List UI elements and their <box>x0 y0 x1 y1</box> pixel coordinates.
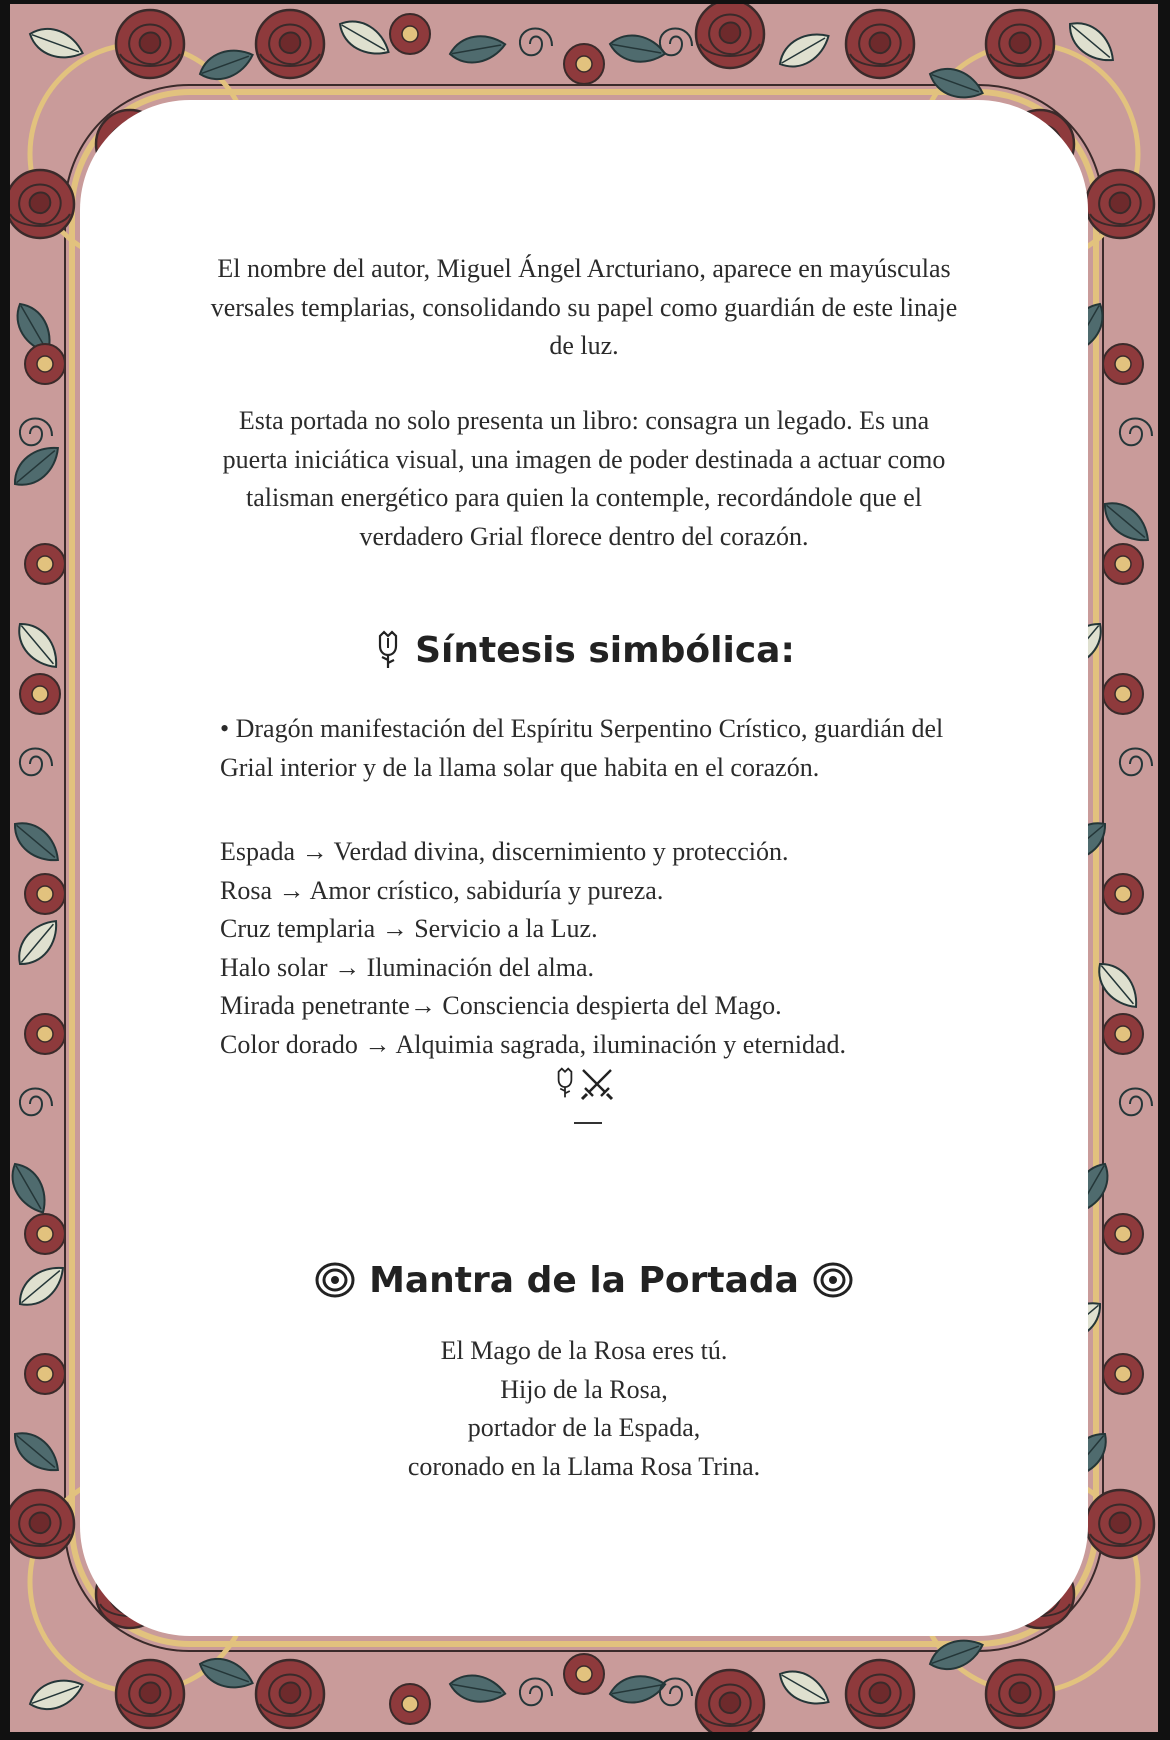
crossed-swords-icon <box>579 1066 615 1102</box>
author-paragraph: El nombre del autor, Miguel Ángel Arcturiano, aparece en mayúsculas versales templarias, consolidando su papel como guardián de este linaje de luz. <box>210 254 958 360</box>
list-item: Color dorado → Alquimia sagrada, iluminación y eternidad. <box>220 1029 847 1059</box>
mantra-line: portador de la Espada, <box>467 1413 701 1442</box>
list-item: Cruz templaria → Servicio a la Luz. <box>220 914 598 943</box>
mantra-line: coronado en la Llama Rosa Trina. <box>407 1451 761 1481</box>
list-item: Mirada penetrante→ Consciencia despierta del Mago. <box>220 991 782 1020</box>
sintesis-heading <box>80 620 1088 680</box>
dragon-bullet: • Dragón manifestación del Espíritu Serpentino Crístico, guardián del Grial interior y de la llama solar que habita en el corazón. <box>220 714 944 782</box>
mantra-line: El Mago de la Rosa eres tú. <box>440 1336 728 1365</box>
sintesis-title: Síntesis simbólica: <box>415 629 795 671</box>
rose-icon <box>553 1066 577 1102</box>
spiral-icon <box>811 1258 855 1302</box>
list-item: Halo solar → Iluminación del alma. <box>220 952 595 982</box>
divider-icons <box>80 1066 1088 1102</box>
divider-line <box>574 1122 602 1124</box>
list-item: Rosa → Amor crístico, sabiduría y pureza. <box>220 875 664 905</box>
book-page <box>10 4 1158 1732</box>
text-panel <box>80 100 1088 1636</box>
mantra-text <box>230 1332 938 1486</box>
legacy-paragraph: Esta portada no solo presenta un libro: consagra un legado. Es una puerta iniciática visual, una imagen de poder destinada a actuar como talisman energético para quien la contemple, recordándole que el verdadero Grial florece dentro del corazón. <box>222 406 946 551</box>
mantra-heading <box>80 1250 1088 1310</box>
mantra-line: Hijo de la Rosa, <box>500 1374 668 1404</box>
spiral-icon <box>313 1258 357 1302</box>
mantra-title: Mantra de la Portada <box>369 1259 799 1301</box>
symbol-list <box>220 833 980 1064</box>
list-item: Espada → Verdad divina, discernimiento y protección. <box>220 837 789 866</box>
rose-icon <box>373 630 403 670</box>
